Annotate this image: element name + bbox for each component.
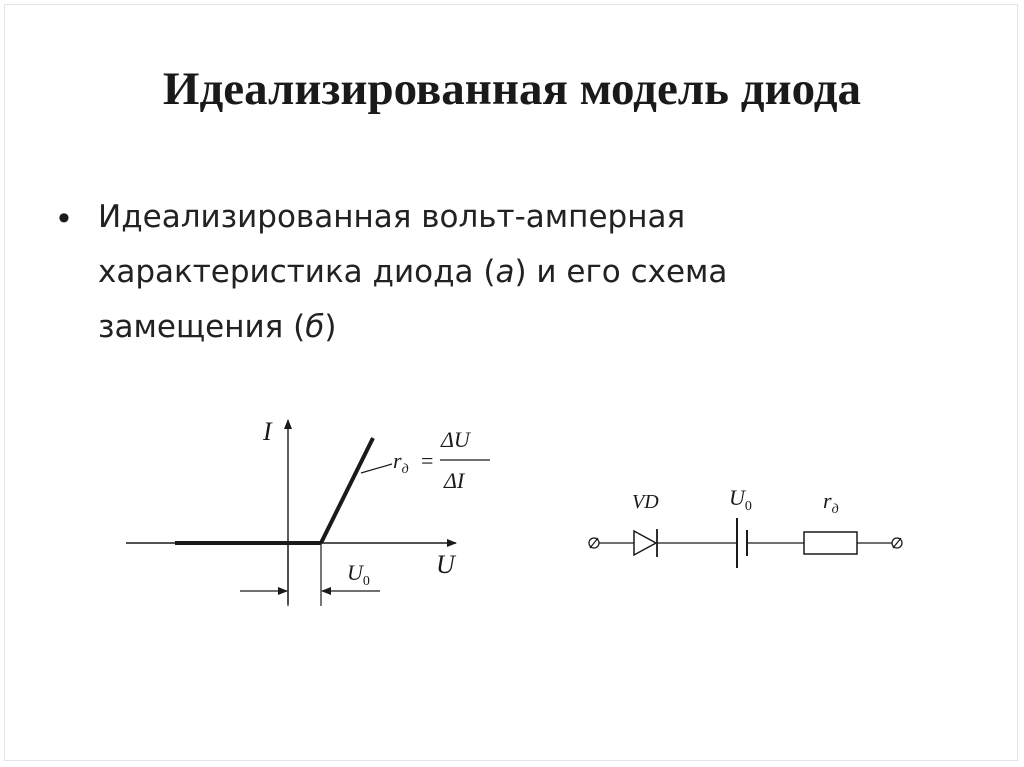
u0-label: $U_0$	[347, 560, 370, 589]
x-axis-label: U	[436, 550, 455, 579]
slope-label: $r_д$	[393, 448, 409, 477]
bullet-line-1: Идеализированная вольт-амперная	[98, 199, 686, 235]
bullet-line-3-start: замещения (	[98, 309, 306, 345]
equals-sign: =	[421, 448, 434, 473]
bullet-line-3-end: )	[324, 309, 337, 345]
formula-denominator: ΔI	[444, 468, 465, 493]
figure-ref-b: б	[305, 309, 325, 345]
figure-ref-a: а	[495, 254, 515, 290]
slope-leader	[361, 464, 392, 473]
circuit-figure	[589, 485, 902, 568]
bullet-line-2-end: ) и его схема	[514, 254, 728, 290]
characteristic-slope	[321, 438, 373, 543]
y-axis-label: I	[263, 417, 272, 446]
resistor-label: $r_д$	[823, 488, 839, 517]
diode-symbol	[634, 531, 656, 555]
source-label: $U_0$	[729, 485, 752, 514]
bullet-line-2-start: характеристика диода (	[98, 254, 496, 290]
formula-numerator: ΔU	[441, 427, 470, 452]
resistor-symbol	[804, 532, 857, 554]
bullet-marker: •	[58, 199, 70, 237]
slide-title: Идеализированная модель диода	[162, 63, 862, 115]
diode-label: VD	[632, 491, 659, 513]
